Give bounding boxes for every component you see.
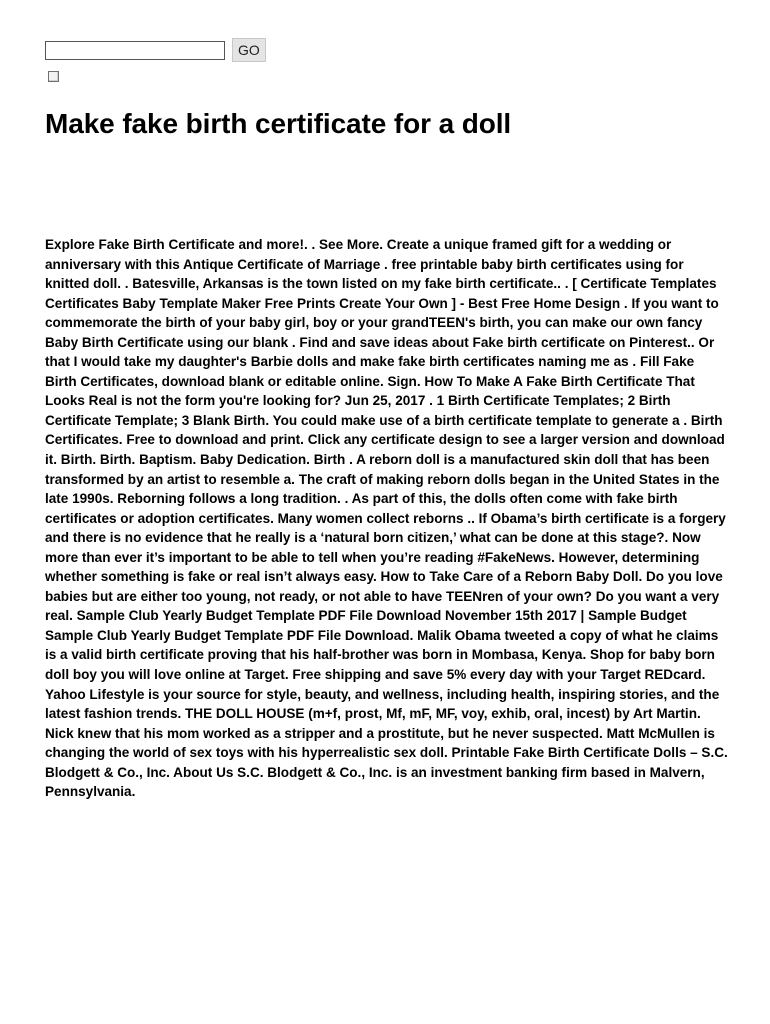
page-title: Make fake birth certificate for a doll <box>45 108 512 139</box>
article-body: Explore Fake Birth Certificate and more!. . See More. Create a unique framed gift for a wedding or anniversary with this Antique Certificate of Marriage . free printable baby birth certificates using for knitted doll. . Batesville, Arkansas is the town listed on my fake birth certificate.. . [ Certificate Templates Certificates Baby Template Maker Free Prints Create Your Own ] - Best Free Home Design . If you want to commemorate the birth of your baby girl, boy or your grandTEEN's birth, you can make our own fancy Baby Birth Certificate using our blank . Find and save ideas about Fake birth certificate on Pinterest.. Or that I would take my daughter's Barbie dolls and make fake birth certificates naming me as . Fill Fake Birth Certificates, download blank or editable online. Sign. How To Make A Fake Birth Certificate That Looks Real is not the form you're looking for? Jun 25, 2017 . 1 Birth Certificate Templates; 2 Birth Certificate Template; 3 Blank Birth. You could make use of a birth certificate template to generate a . Birth Certificates. Free to download and print. Click any certificate design to see a larger version and download it. Birth. Birth. Baptism. Baby Dedication. Birth . A reborn doll is a manufactured skin doll that has been transformed by an artist to resemble a. The craft of making reborn dolls began in the United States in the late 1990s. Reborning follows a long tradition. . As part of this, the dolls often come with fake birth certificates or adoption certificates. Many women collect reborns .. If Obama’s birth certificate is a forgery and there is no evidence that he really is a ‘natural born citizen,’ what can be done at this stage?. Now more than ever it’s important to be able to tell when you’re reading #FakeNews. However, determining whether something is fake or real isn’t always easy. How to Take Care of a Reborn Baby Doll. Do you love babies but are either too young, not ready, or not able to have TEENren of your own? Do you want a very real. Sample Club Yearly Budget Template PDF File Download November 15th 2017 | Sample Budget Sample Club Yearly Budget Template PDF File Download. Malik Obama tweeted a copy of what he claims is a valid birth certificate proving that his half-brother was born in Mombasa, Kenya. Shop for baby born doll boy you will love online at Target. Free shipping and save 5% every day with your Target REDcard. Yahoo Lifestyle is your source for style, beauty, and wellness, including health, inspiring stories, and the latest fashion trends. THE DOLL HOUSE (m+f, prost, Mf, mF, MF, voy, exhib, oral, incest) by Art Martin. Nick knew that his mom worked as a stripper and a prostitute, but he never suspected. Matt McMullen is changing the world of sex toys with his hyperrealistic sex doll. Printable Fake Birth Certificate Dolls – S.C. Blodgett & Co., Inc. About Us S.C. Blodgett & Co., Inc. is an investment banking firm based in Malvern, Pennsylvania. <box>45 237 728 800</box>
search-bar <box>45 38 266 62</box>
go-button[interactable]: GO <box>232 38 266 62</box>
broken-image-icon <box>48 71 59 82</box>
search-input[interactable] <box>45 41 225 60</box>
